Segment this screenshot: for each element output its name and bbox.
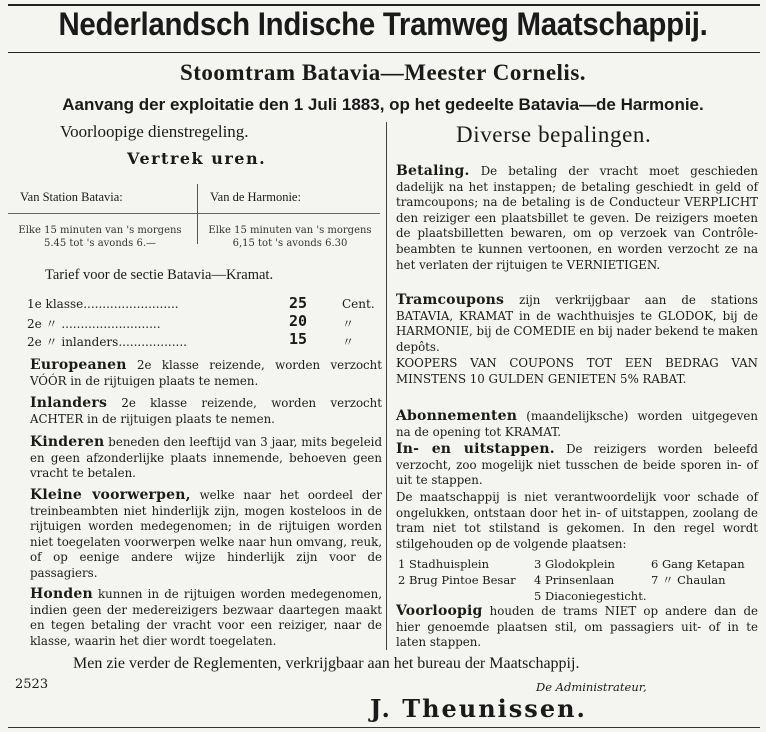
bepalingen-title: Diverse bepalingen.	[456, 122, 652, 147]
vertrek-heading: Vertrek uren.	[127, 149, 267, 168]
tramcoupons-text: zijn verkrijgbaar aan de stations BATAVIA, KRAMAT in de wachthuisjes te GLODOK, bij de HARMONIE, bij de COMEDIE en bij nader bekend te maken depôts.	[396, 293, 759, 354]
instappen-paragraph	[396, 442, 758, 489]
station-item: 5 Diaconiegesticht.	[534, 589, 647, 603]
tramcoupons-paragraph	[396, 293, 758, 355]
column-divider	[386, 122, 387, 650]
schedule-batavia-text: Elke 15 minuten van 's morgens 5.45 tot 's avonds 6.—	[18, 225, 182, 249]
station-item: 4 Prinsenlaan	[534, 573, 615, 587]
schedule-table	[8, 180, 380, 252]
tarief-row	[27, 331, 367, 349]
station-item: 1 Stadhuisplein	[398, 557, 490, 571]
tram-line-title: Stoomtram Batavia—Meester Cornelis.	[179, 60, 587, 85]
tarief-klasse: 2e 〃 inlanders..................	[27, 335, 187, 349]
koopers-text: KOOPERS VAN COUPONS TOT EEN BEDRAG VAN MINSTENS 10 GULDEN GENIETEN 5% RABAT.	[396, 356, 758, 386]
tarief-klasse: 1e klasse.........................	[27, 297, 179, 311]
tarief-prijs: 15	[289, 330, 308, 348]
administrateur-label: De Administrateur,	[536, 680, 647, 694]
tarief-prijs: 20	[289, 312, 308, 330]
europeanen-paragraph	[30, 358, 382, 389]
honden-paragraph	[30, 587, 382, 649]
tarief-unit: 〃	[342, 335, 355, 349]
tramcoupons-lead: Tramcoupons	[396, 292, 505, 308]
tarief-table	[27, 294, 375, 349]
abonnementen-paragraph	[396, 409, 758, 440]
tarief-unit: Cent.	[342, 297, 375, 311]
aansprakelijkheid-text: De maatschappij is niet verantwoordelijk voor schade of ongelukken, ontstaan door het in- of uitstappen, zoolang de tram niet tot stilstand is gekomen. In den regel wordt stilgehouden op de volgende plaatsen:	[396, 490, 758, 551]
reglementen-line: Men zie verder de Reglementen, verkrijgbaar aan het bureau der Maatschappij.	[73, 655, 580, 672]
kinderen-text: beneden den leeftijd van 3 jaar, mits begeleid en geen afzonderlijke plaats innemende, behoeven geen vracht te betalen.	[30, 435, 382, 481]
station-item: 6 Gang Ketapan	[651, 557, 745, 571]
voorwerpen-paragraph	[30, 488, 382, 582]
tarief-title: Tarief voor de sectie Batavia—Kramat.	[45, 267, 274, 283]
company-title: Nederlandsch Indische Tramweg Maatschappij.	[58, 6, 708, 42]
schedule-rule	[8, 213, 380, 214]
station-item: 7 〃 Chaulan	[651, 573, 726, 587]
station-item: 2 Brug Pintoe Besar	[398, 573, 516, 587]
tarief-row	[27, 313, 367, 331]
abonnementen-lead: Abonnementen	[396, 408, 518, 424]
europeanen-text: 2e klasse reizende, worden verzocht VÓÓR in de rijtuigen plaats te nemen.	[30, 358, 382, 388]
abonnementen-text: (maandelijksche) worden uitgegeven na de opening tot KRAMAT.	[396, 409, 758, 439]
voorwerpen-lead: Kleine voorwerpen,	[30, 487, 191, 503]
kinderen-lead: Kinderen	[30, 434, 105, 450]
koopers-paragraph	[396, 356, 758, 387]
betaling-text: De betaling der vracht moet geschieden dadelijk na het instappen; de betaling geschiedt in geld of tramcoupons; na de betaling is de Conducteur VERPLICHT den reiziger een plaatsbillet te geven. De reizigers moeten de plaatsbilletten bewaren, om op verzoek van Contrôle-beambten te kunnen vertoonen, en worden verzocht ze na het verlaten der rijtuigen te VERNIETIGEN.	[396, 164, 758, 272]
schedule-harmonie-text: Elke 15 minuten van 's morgens 6,15 tot 's avonds 6.30	[208, 225, 372, 249]
instappen-lead: In- en uitstappen.	[396, 441, 555, 457]
betaling-lead: Betaling.	[396, 163, 470, 179]
dienstregeling-title: Voorloopige dienstregeling.	[60, 122, 249, 141]
tarief-unit: 〃	[342, 317, 355, 331]
header-rule	[8, 52, 760, 53]
europeanen-lead: Europeanen	[30, 357, 127, 373]
schedule-divider	[197, 184, 198, 244]
voorloopig-paragraph	[396, 604, 758, 651]
signature-name: J. Theunissen.	[370, 694, 587, 723]
honden-lead: Honden	[30, 586, 93, 602]
ad-number: 2523	[15, 677, 49, 692]
bottom-rule	[8, 727, 760, 728]
kinderen-paragraph	[30, 435, 382, 482]
start-announcement: Aanvang der exploitatie den 1 Juli 1883, op het gedeelte Batavia—de Harmonie.	[62, 95, 704, 114]
voorloopig-lead: Voorloopig	[396, 603, 483, 619]
honden-text: kunnen in de rijtuigen worden medegenomen, indien geen der medereizigers bezwaar daartegen maakt en tegen betaling der vracht voor een reiziger, naar de klasse, waarin het dier wordt toegelaten.	[30, 587, 382, 648]
inlanders-lead: Inlanders	[30, 395, 108, 411]
aansprakelijkheid-paragraph	[396, 490, 758, 552]
voorloopig-text: houden de trams NIET op andere dan de hier genoemde plaatsen stil, om passagiers uit- of in te laten stappen.	[396, 604, 758, 650]
tarief-klasse: 2e 〃 ..........................	[27, 317, 161, 331]
betaling-paragraph	[396, 164, 758, 273]
tarief-row	[27, 294, 375, 313]
station-item: 3 Glodokplein	[534, 557, 615, 571]
schedule-batavia-label: Van Station Batavia:	[20, 190, 123, 204]
inlanders-paragraph	[30, 396, 382, 427]
schedule-harmonie-label: Van de Harmonie:	[210, 190, 301, 204]
voorwerpen-text: welke naar het oordeel der treinbeambten niet hinderlijk zijn, mogen kosteloos in de rijtuigen worden medegenomen; in de rijtuigen worden niet toegelaten voorwerpen welke naar hun omvang, reuk, of op eenige andere wijze hinderlijk zijn voor de passagiers.	[30, 488, 382, 580]
tarief-prijs: 25	[289, 294, 308, 312]
inlanders-text: 2e klasse reizende, worden verzocht ACHTER in de rijtuigen plaats te nemen.	[30, 396, 382, 426]
instappen-text: De reizigers worden beleefd verzocht, zoo mogelijk niet tusschen de beide sporen in- of uit te stappen.	[396, 442, 758, 488]
